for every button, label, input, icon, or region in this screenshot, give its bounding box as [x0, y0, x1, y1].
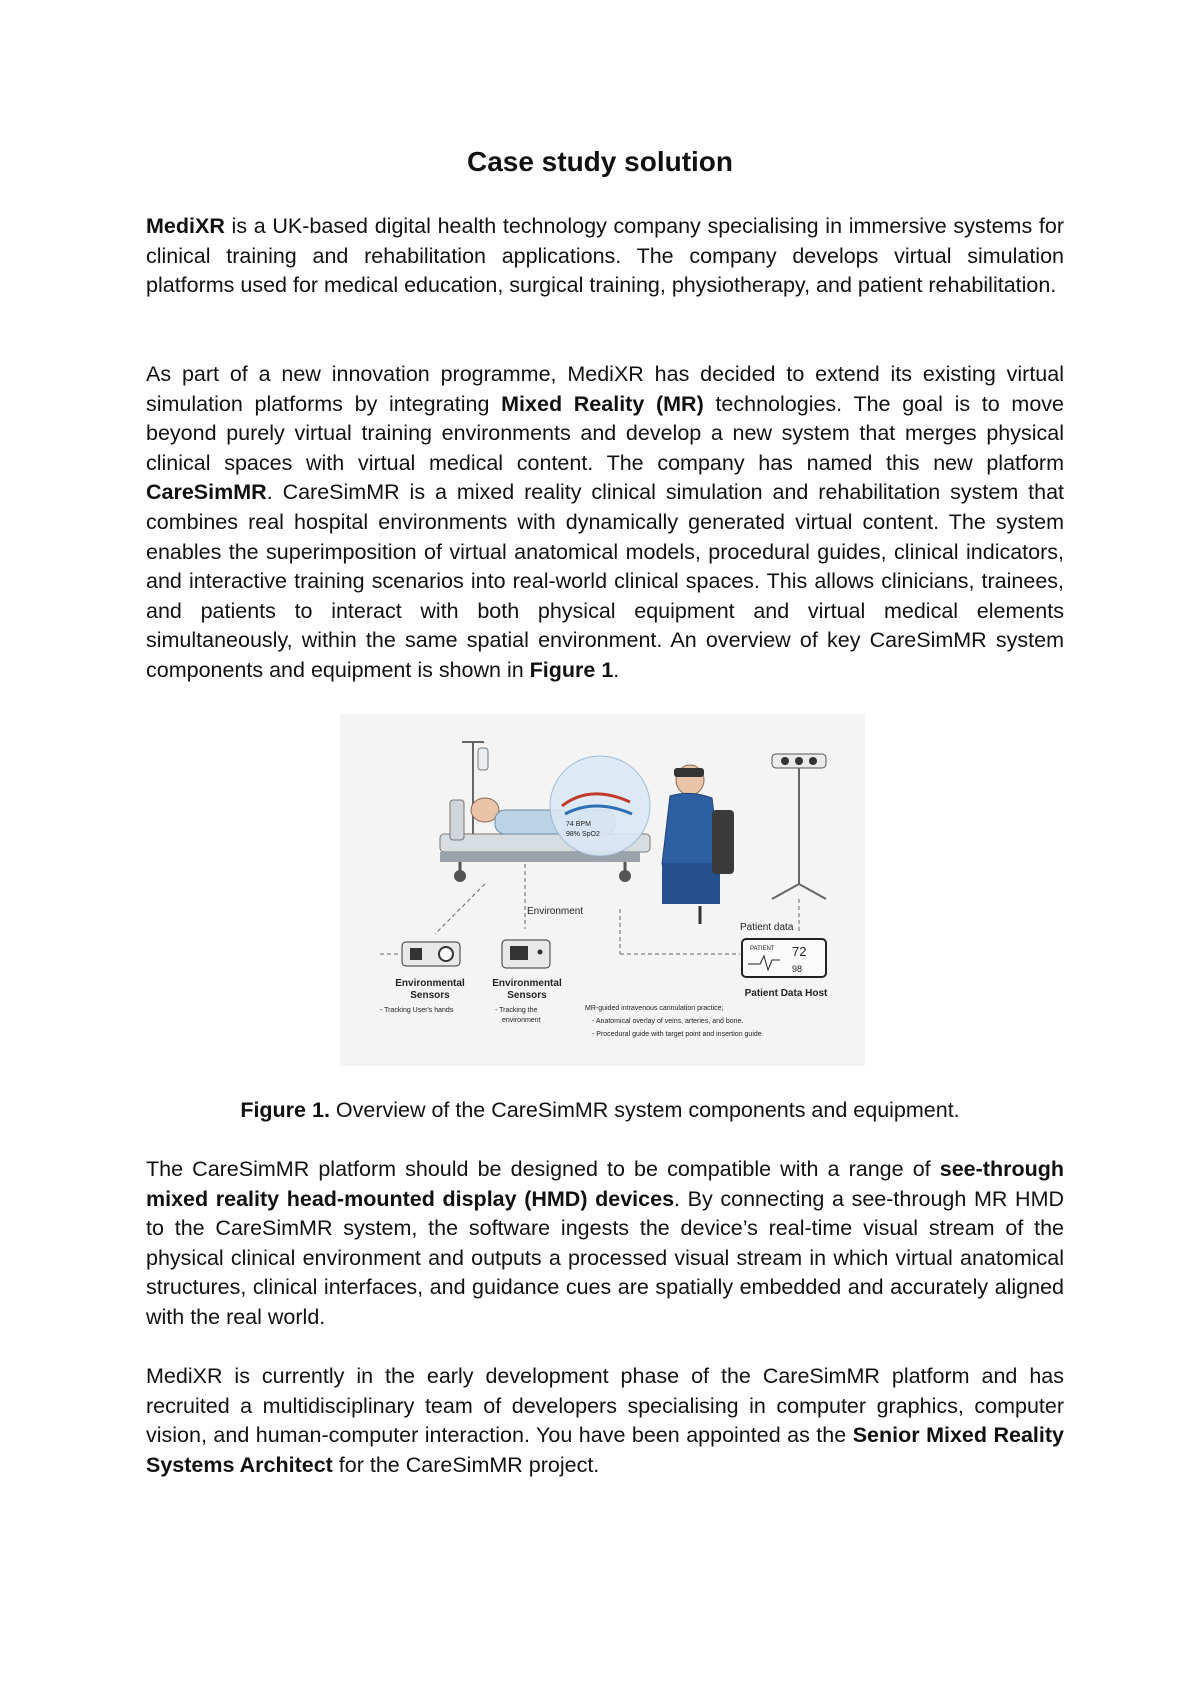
figure-reference: Figure 1: [529, 657, 614, 682]
sensor2-title-line2: Sensors: [507, 990, 547, 1001]
role-text-2: for the CareSimMR project.: [332, 1452, 600, 1477]
role-text-1: MediXR is currently in the early development phase of the CareSimMR platform and has recruited a multidisciplinary team of developers specialising in computer graphics, computer vision, and human-computer interaction. You have been appointed as the: [146, 1364, 1064, 1448]
overlay-bpm: 74 BPM: [566, 821, 591, 828]
caption-text: Overview of the CareSimMR system components and equipment.: [329, 1098, 960, 1122]
environment-label: Environment: [527, 906, 584, 917]
sensor1-title-line1: Environmental: [395, 978, 465, 989]
intro-text: is a UK-based digital health technology company specialising in immersive systems for clinical training and rehabilitation applications. The company develops virtual simulation platforms used for medical education, surgical training, physiotherapy, and patient rehabilitation.: [146, 214, 1064, 298]
programme-paragraph: [146, 360, 1064, 686]
hmd-text-2: . By connecting a see-through MR HMD to the CareSimMR system, the software ingests the device’s real-time visual stream of the physical clinical environment and outputs a processed visual stream in which virtual anatomical structures, clinical interfaces, and guidance cues are spatially embedded and accurately aligned with the real world.: [146, 1186, 1065, 1329]
sensor2-note-line1: - Tracking the: [495, 1007, 538, 1014]
hmd-term: see-through mixed reality head-mounted display (HMD) devices: [146, 1157, 1064, 1211]
programme-text-2: technologies. The goal is to move beyond purely virtual training environments and develop a new system that merges physical clinical spaces with virtual medical content. The company has named this new platform: [146, 391, 1065, 475]
figure-1-illustration: [340, 714, 865, 1066]
figure-caption: [0, 1098, 1200, 1123]
patient-data-label: Patient data: [740, 922, 794, 933]
programme-text-3: . CareSimMR is a mixed reality clinical simulation and rehabilitation system that combines real hospital environments with dynamically generated virtual content. The system enables the superimposition of virtual anatomical models, procedural guides, clinical indicators, and interactive training scenarios into real-world clinical spaces. This allows clinicians, trainees, and patients to interact with both physical equipment and virtual medical elements simultaneously, within the same spatial environment. An overview of key CareSimMR system components and equipment is shown in: [146, 480, 1064, 682]
sensor1-note: - Tracking User's hands: [380, 1007, 454, 1014]
caption-label: Figure 1.: [240, 1098, 330, 1122]
mr-term: Mixed Reality (MR): [501, 391, 704, 416]
monitor-spo2: 98: [792, 964, 803, 974]
intro-paragraph: [146, 212, 1064, 301]
monitor-patient-label: PATIENT: [750, 946, 775, 952]
host-title: Patient Data Host: [744, 988, 828, 999]
hand-tracking-sensor-icon: [402, 942, 460, 966]
hmd-text-1: The CareSimMR platform should be designed to be compatible with a range of: [146, 1157, 940, 1181]
hmd-paragraph: [146, 1155, 1064, 1333]
monitor-heart-rate: 72: [792, 944, 807, 959]
sensor2-title-line1: Environmental: [492, 978, 562, 989]
programme-text-4: .: [613, 657, 620, 682]
role-paragraph: [146, 1362, 1064, 1480]
system-overview-diagram: [340, 714, 865, 1066]
host-note-1: MR-guided intravenous cannulation practice;: [585, 1005, 724, 1012]
host-note-3: - Procedural guide with target point and insertion guide: [592, 1031, 762, 1038]
sensor2-note-line2: environment: [502, 1017, 541, 1024]
host-note-2: - Anatomical overlay of veins, arteries, and bone.: [592, 1018, 744, 1025]
platform-name: CareSimMR: [146, 480, 267, 505]
role-title: Senior Mixed Reality Systems Architect: [146, 1423, 1064, 1477]
environment-tracking-sensor-icon: [502, 940, 550, 968]
sensor1-title-line2: Sensors: [410, 990, 450, 1001]
page-title: Case study solution: [466, 146, 734, 177]
ar-overlay-icon: [550, 756, 650, 856]
programme-text-1: As part of a new innovation programme, MediXR has decided to extend its existing virtual simulation platforms by integrating: [146, 362, 1064, 416]
overlay-spo2: 98% SpO2: [566, 831, 600, 838]
patient-monitor-icon: [742, 939, 826, 977]
company-name: MediXR: [146, 214, 225, 238]
